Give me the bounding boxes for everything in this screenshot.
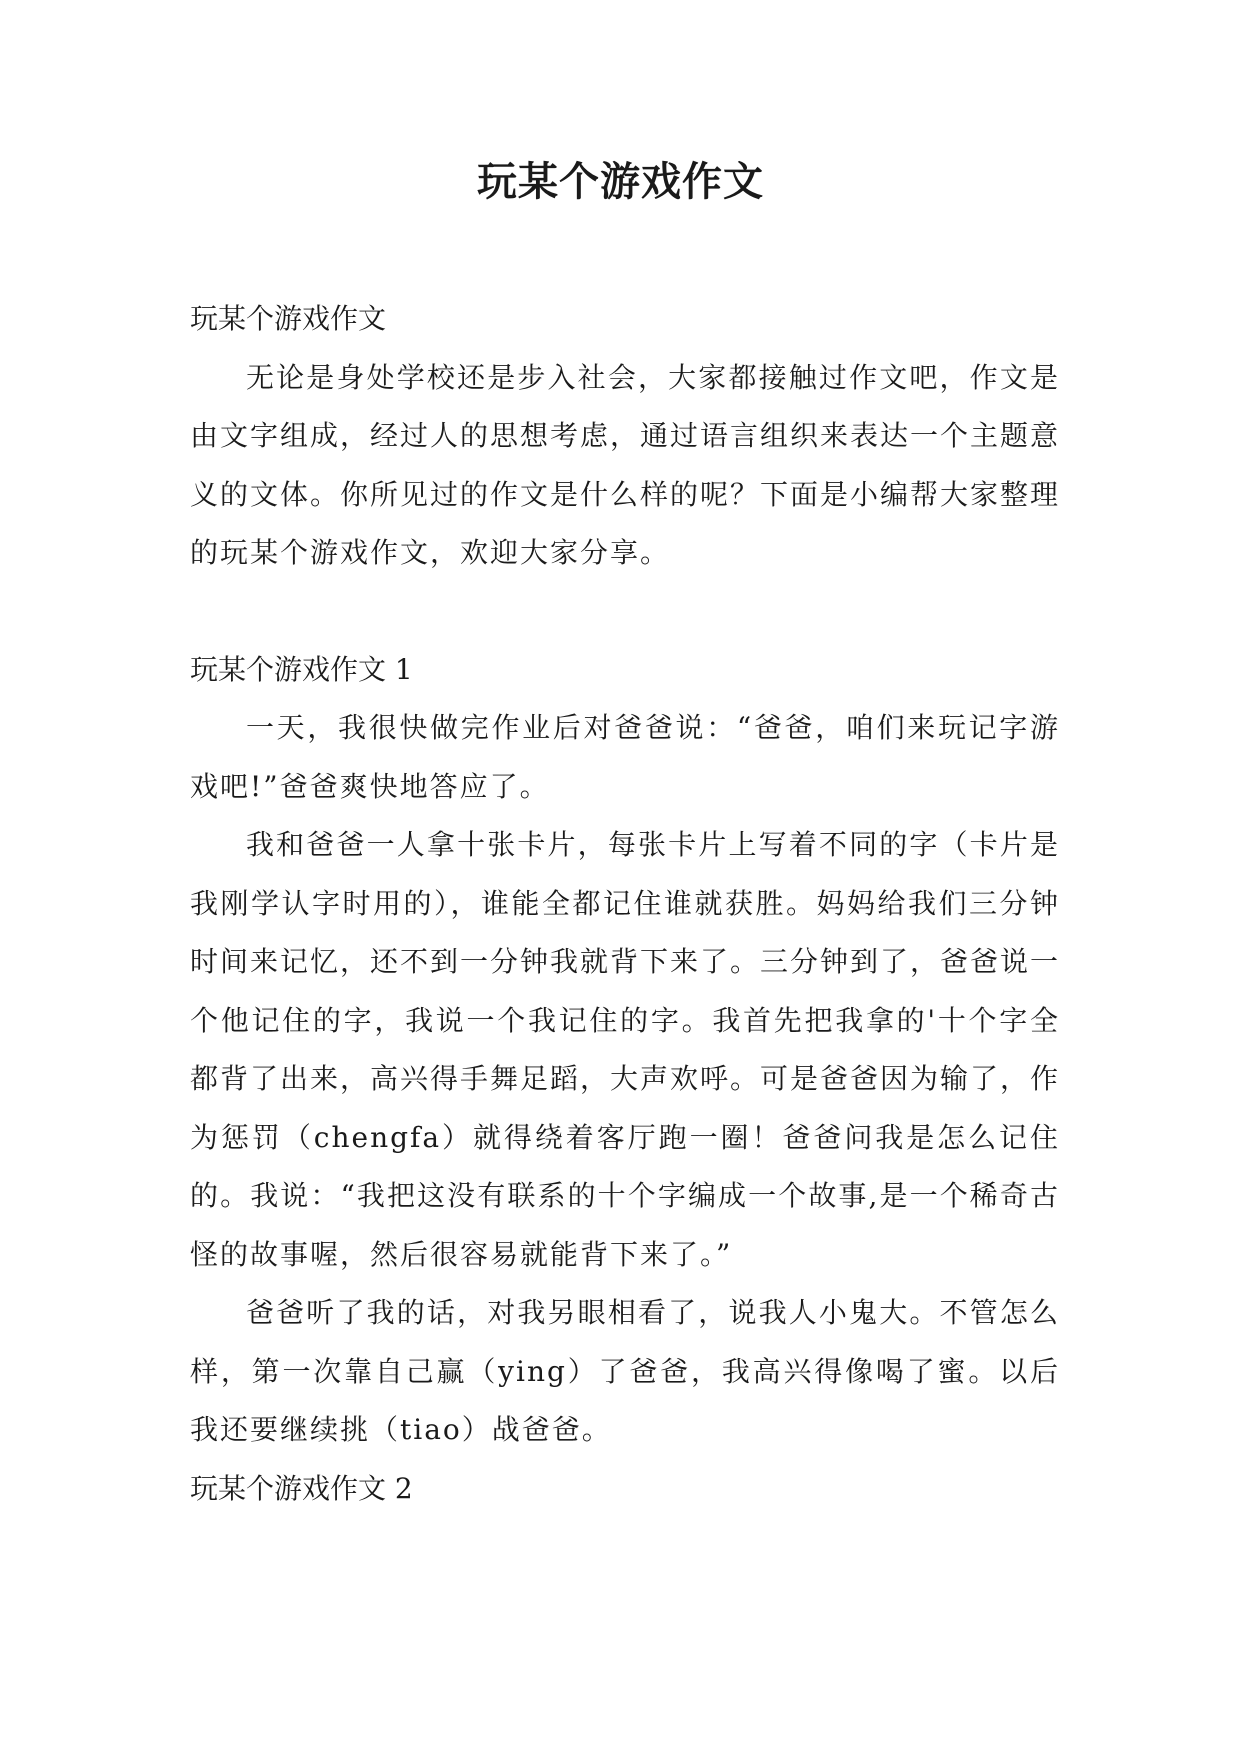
section-1-paragraph: 我和爸爸一人拿十张卡片，每张卡片上写着不同的字（卡片是我刚学认字时用的），谁能全都记住谁就获胜。妈妈给我们三分钟时间来记忆，还不到一分钟我就背下来了。三分钟到了，爸爸说一个他记住的字，我说一个我记住的字。我首先把我拿的'十个字全都背了出来，高兴得手舞足蹈，大声欢呼。可是爸爸因为输了，作为惩罚（chengfa）就得绕着客厅跑一圈！爸爸问我是怎么记住的。我说：“我把这没有联系的十个字编成一个故事,是一个稀奇古怪的故事喔，然后很容易就能背下来了。”	[190, 828, 1061, 1271]
intro-paragraph: 无论是身处学校还是步入社会，大家都接触过作文吧，作文是由文字组成，经过人的思想考虑，通过语言组织来表达一个主题意义的文体。你所见过的作文是什么样的呢？下面是小编帮大家整理的玩某个游戏作文，欢迎大家分享。	[190, 360, 1061, 569]
document-title: 玩某个游戏作文	[477, 159, 764, 205]
intro-heading: 玩某个游戏作文	[190, 302, 387, 335]
section-1-paragraph: 爸爸听了我的话，对我另眼相看了，说我人小鬼大。不管怎么样，第一次靠自己赢（ying）了爸爸，我高兴得像喝了蜜。以后我还要继续挑（tiao）战爸爸。	[190, 1296, 1060, 1446]
section-spacer	[190, 583, 1060, 641]
section-1-paragraph: 一天，我很快做完作业后对爸爸说：“爸爸，咱们来玩记字游戏吧!”爸爸爽快地答应了。	[190, 711, 1060, 803]
section-2-heading: 玩某个游戏作文 2	[190, 1471, 413, 1505]
document-body	[190, 290, 1060, 1518]
section-1-heading: 玩某个游戏作文 1	[190, 652, 413, 686]
